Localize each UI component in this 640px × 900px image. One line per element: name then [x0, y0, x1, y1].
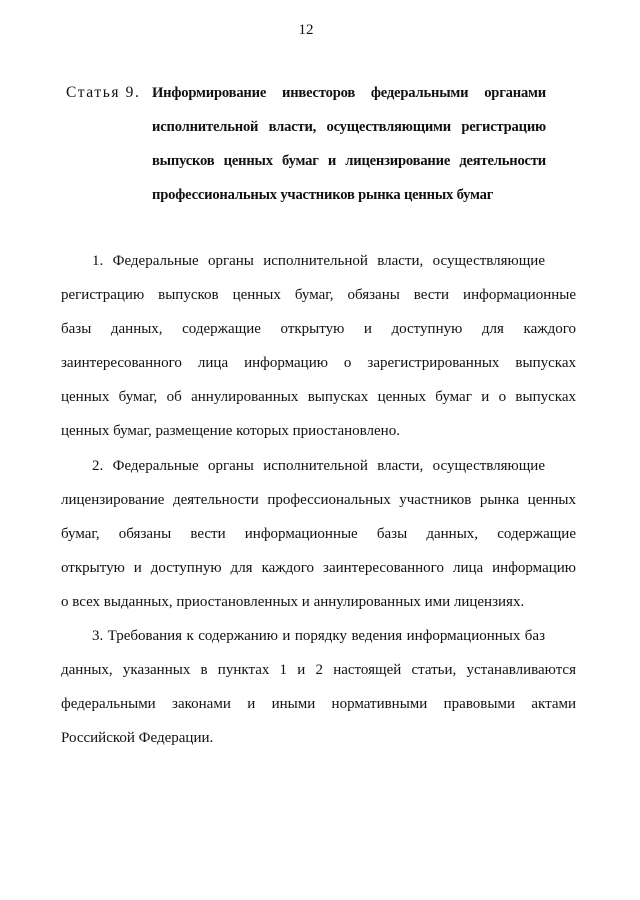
paragraph-line: базы данных, содержащие открытую и доступную для каждого	[61, 321, 576, 338]
article-title	[152, 76, 546, 212]
paragraph-1-text	[61, 244, 576, 449]
article-title-line: профессиональных участников рынка ценных бумаг	[152, 187, 494, 203]
paragraph-line: 1. Федеральные органы исполнительной власти, осуществляющие	[92, 253, 545, 269]
paragraph-line: федеральными законами и иными нормативными правовыми актами	[61, 696, 576, 713]
paragraph-line: данных, указанных в пунктах 1 и 2 настоящей статьи, устанавливаются	[61, 662, 576, 679]
paragraph-line: 3. Требования к содержанию и порядку ведения информационных баз	[92, 628, 545, 645]
article-title-line: исполнительной власти, осуществляющими регистрацию	[152, 119, 546, 135]
paragraph-line: Российской Федерации.	[61, 730, 214, 747]
article-title-line: Информирование инвесторов федеральными органами	[152, 85, 546, 101]
paragraph-line: ценных бумаг, об аннулированных выпусках ценных бумаг и о выпусках	[61, 389, 576, 406]
article-label: Статья 9.	[66, 84, 141, 101]
paragraph-line: ценных бумаг, размещение которых приостановлено.	[61, 423, 400, 440]
page-number: 12	[298, 22, 314, 38]
paragraph-line: открытую и доступную для каждого заинтересованного лица информацию	[61, 559, 576, 576]
paragraph-line: 2. Федеральные органы исполнительной власти, осуществляющие	[92, 457, 545, 474]
paragraph-2-text	[61, 449, 576, 619]
paragraph-line: заинтересованного лица информацию о зарегистрированных выпусках	[61, 355, 576, 372]
paragraph-3-text	[61, 619, 576, 755]
paragraph-line: о всех выданных, приостановленных и аннулированных ими лицензиях.	[61, 593, 525, 610]
article-title-line: выпусков ценных бумаг и лицензирование деятельности	[152, 153, 546, 169]
paragraph-line: лицензирование деятельности профессиональных участников рынка ценных	[61, 491, 576, 508]
paragraph-line: бумаг, обязаны вести информационные базы данных, содержащие	[61, 525, 576, 542]
article-body-text	[61, 244, 576, 755]
paragraph-line: регистрацию выпусков ценных бумаг, обязаны вести информационные	[61, 287, 576, 304]
